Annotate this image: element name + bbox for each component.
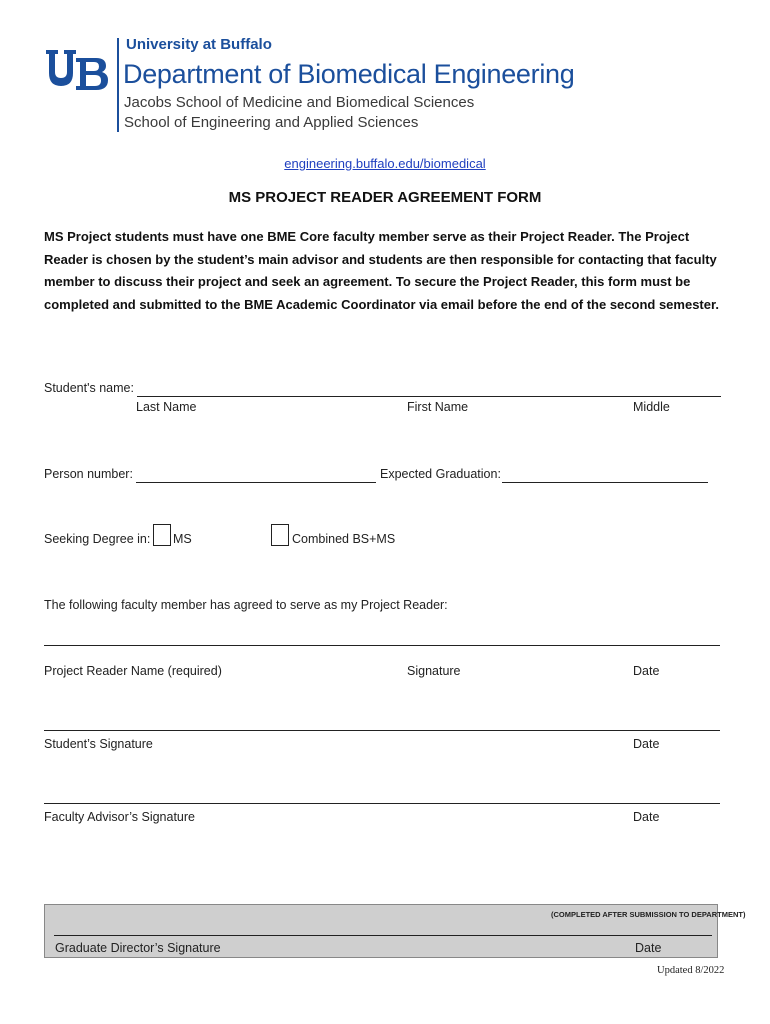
school-name-medicine: Jacobs School of Medicine and Biomedical Sciences <box>124 94 475 111</box>
student-name-label: Student's name: <box>44 381 134 395</box>
combined-option-label: Combined BS+MS <box>292 532 396 546</box>
header-divider <box>117 38 119 132</box>
ms-option-label: MS <box>173 532 192 546</box>
project-reader-name-label: Project Reader Name (required) <box>44 664 222 678</box>
student-signature-date-label: Date <box>633 737 660 751</box>
reader-statement: The following faculty member has agreed to serve as my Project Reader: <box>44 598 448 612</box>
department-use-note: (COMPLETED AFTER SUBMISSION TO DEPARTMENT) <box>551 910 746 919</box>
ms-checkbox[interactable] <box>153 524 171 546</box>
student-signature-label: Student’s Signature <box>44 737 153 751</box>
seeking-degree-label: Seeking Degree in: <box>44 532 151 546</box>
graduate-director-date-label: Date <box>635 941 662 955</box>
form-title: MS PROJECT READER AGREEMENT FORM <box>228 189 542 206</box>
student-name-input[interactable] <box>137 382 721 397</box>
person-number-input[interactable] <box>136 468 376 483</box>
graduate-director-signature-label: Graduate Director’s Signature <box>55 941 221 955</box>
updated-date: Updated 8/2022 <box>657 965 725 976</box>
project-reader-signature-line[interactable] <box>44 645 720 646</box>
faculty-advisor-date-label: Date <box>633 810 660 824</box>
ub-logo-icon <box>46 50 108 90</box>
faculty-advisor-signature-line[interactable] <box>44 803 720 804</box>
first-name-caption: First Name <box>407 400 469 414</box>
expected-graduation-label: Expected Graduation: <box>380 467 501 481</box>
project-reader-date-label: Date <box>633 664 660 678</box>
department-name: Department of Biomedical Engineering <box>123 59 575 89</box>
student-signature-line[interactable] <box>44 730 720 731</box>
university-name: University at Buffalo <box>126 36 272 53</box>
department-website-link[interactable]: engineering.buffalo.edu/biomedical <box>284 156 486 171</box>
expected-graduation-input[interactable] <box>502 468 708 483</box>
middle-name-caption: Middle <box>633 400 670 414</box>
combined-bs-ms-checkbox[interactable] <box>271 524 289 546</box>
school-name-engineering: School of Engineering and Applied Sciences <box>124 114 419 131</box>
project-reader-signature-label: Signature <box>407 664 461 678</box>
instructions-paragraph: MS Project students must have one BME Core faculty member serve as their Project Reader. The Project Reader is chosen by the student’s main advisor and students are then responsible for contacting that faculty member to discuss their project and seek an agreement. To secure the Project Reader, this form must be completed and submitted to the BME Academic Coordinator via email before the end of the second semester. <box>44 229 719 312</box>
graduate-director-signature-line[interactable] <box>54 935 712 936</box>
faculty-advisor-signature-label: Faculty Advisor’s Signature <box>44 810 196 824</box>
person-number-label: Person number: <box>44 467 133 481</box>
last-name-caption: Last Name <box>136 400 197 414</box>
